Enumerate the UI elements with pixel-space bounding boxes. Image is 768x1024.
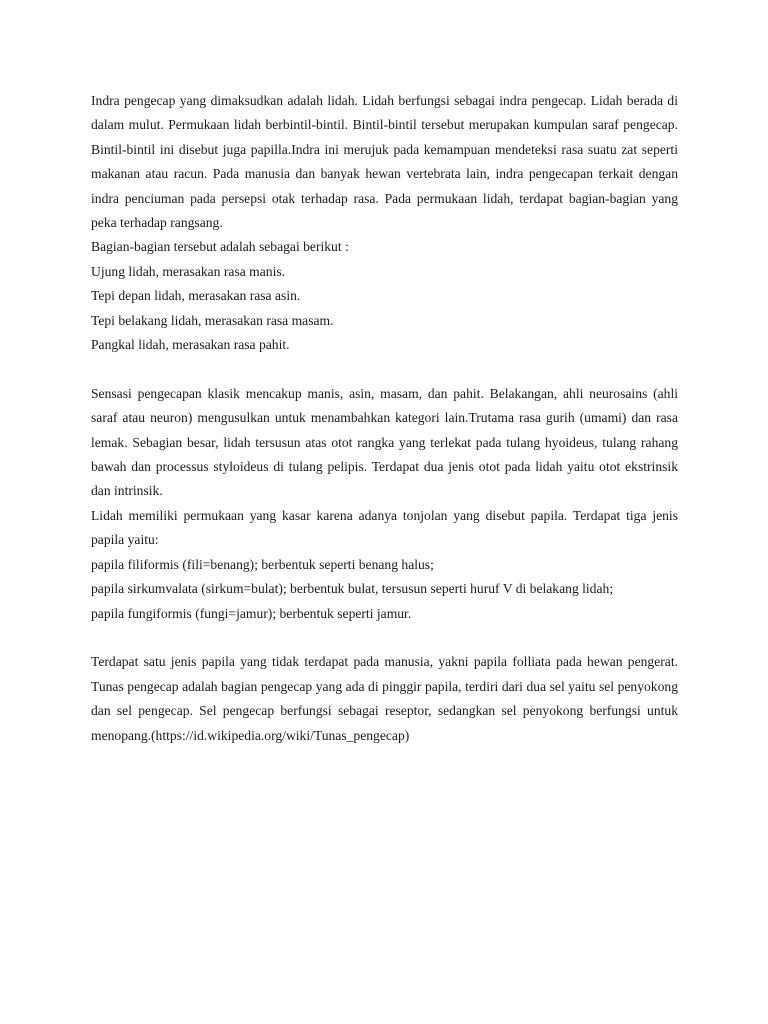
paragraph-sensation: Sensasi pengecapan klasik mencakup manis, asin, masam, dan pahit. Belakangan, ahli neurosains (ahli saraf atau neuron) mengusulkan untuk menambahkan kategori lain.Trutama rasa gurih (umami) dan rasa lemak. Sebagian besar, lidah tersusun atas otot rangka yang terlekat pada tulang hyoideus, tulang rahang bawah dan processus styloideus di tulang pelipis. Terdapat dua jenis otot pada lidah yaitu otot ekstrinsik dan intrinsik. [91, 385, 678, 499]
paragraph-spacer [91, 626, 678, 650]
paragraph-spacer [91, 357, 678, 381]
list-item-taste-front-edge: Tepi depan lidah, merasakan rasa asin. [91, 288, 301, 304]
list-item-papila-sirkumvalata: papila sirkumvalata (sirkum=bulat); berbentuk bulat, tersusun seperti huruf V di belakang lidah; [91, 581, 614, 597]
paragraph-intro: Indra pengecap yang dimaksudkan adalah lidah. Lidah berfungsi sebagai indra pengecap. Lidah berada di dalam mulut. Permukaan lidah berbintil-bintil. Bintil-bintil tersebut merupakan kumpulan saraf pengecap. Bintil-bintil ini disebut juga papilla.Indra ini merujuk pada kemampuan mendeteksi rasa suatu zat seperti makanan atau racun. Pada manusia dan banyak hewan vertebrata lain, indra pengecapan terkait dengan indra penciuman pada persepsi otak terhadap rasa. Pada permukaan lidah, terdapat bagian-bagian yang peka terhadap rangsang. [91, 93, 678, 231]
list-item-taste-base: Pangkal lidah, merasakan rasa pahit. [91, 337, 290, 353]
list-item-taste-back-edge: Tepi belakang lidah, merasakan rasa masam. [91, 312, 334, 328]
list-item-taste-tip: Ujung lidah, merasakan rasa manis. [91, 263, 286, 279]
paragraph-papila-intro: Lidah memiliki permukaan yang kasar karena adanya tonjolan yang disebut papila. Terdapat tiga jenis papila yaitu: [91, 507, 678, 548]
list-item-papila-fungiformis: papila fungiformis (fungi=jamur); berbentuk seperti jamur. [91, 605, 412, 621]
document-page [91, 89, 678, 748]
list-item-papila-filiformis: papila filiformis (fili=benang); berbentuk seperti benang halus; [91, 556, 434, 572]
paragraph-intro-last-line: Bagian-bagian tersebut adalah sebagai berikut : [91, 239, 349, 255]
paragraph-taste-bud: Terdapat satu jenis papila yang tidak terdapat pada manusia, yakni papila folliata pada hewan pengerat. Tunas pengecap adalah bagian pengecap yang ada di pinggir papila, terdiri dari dua sel yaitu sel penyokong dan sel pengecap. Sel pengecap berfungsi sebagai reseptor, sedangkan sel penyokong berfungsi untuk menopang.(https://id.wikipedia.org/wiki/Tunas_pengecap) [91, 654, 678, 743]
